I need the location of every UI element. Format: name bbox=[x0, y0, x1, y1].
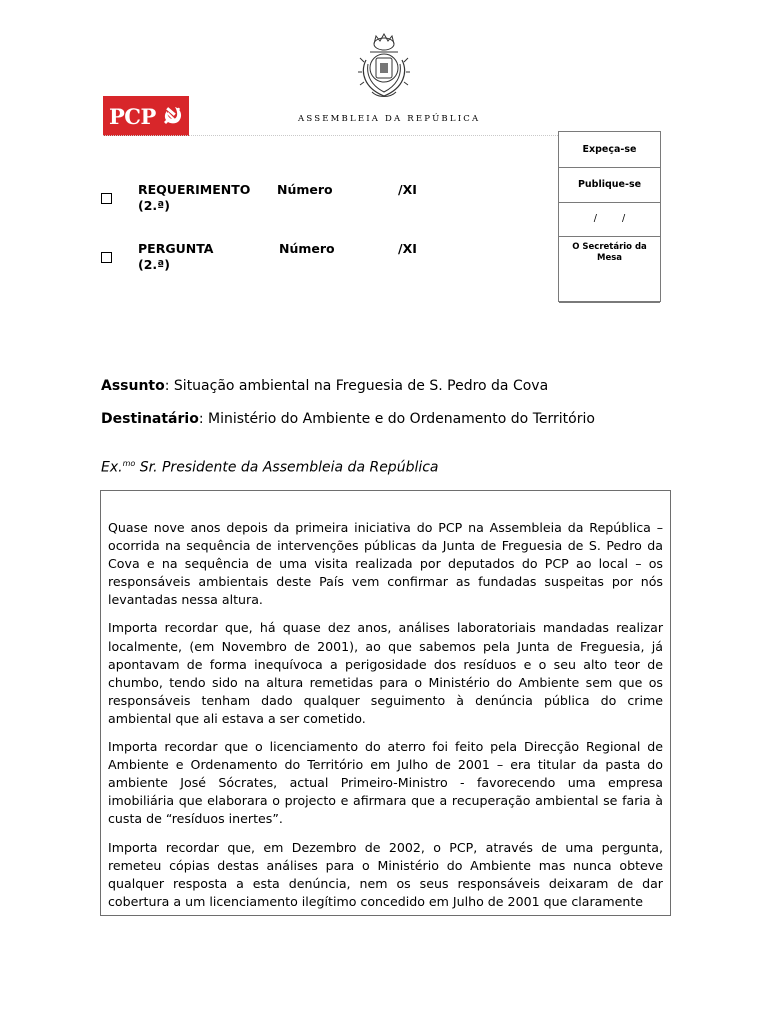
pergunta-edition: (2.ª) bbox=[138, 257, 170, 272]
request-body-text bbox=[108, 519, 663, 916]
header-divider bbox=[103, 135, 558, 136]
body-paragraph: Importa recordar que, há quase dez anos, análises laboratoriais mandadas realizar localmente, (em Novembro de 2001), ao que sabemos pela Junta de Freguesia, já apontavam de forma inequívoca a perigosidade dos resíduos e o seu alto teor de chumbo, tendo sido na altura remetidas para o Ministério do Ambiente sem que os responsáveis tenham dado qualquer seguimento à denúncia pública do crime ambiental que ali estava a ser cometido. bbox=[108, 620, 663, 726]
stamp-publique-label: Publique-se bbox=[577, 179, 642, 190]
requerimento-type: REQUERIMENTO bbox=[138, 182, 251, 197]
stamp-secretary-label: O Secretário da Mesa bbox=[572, 242, 647, 263]
body-paragraph: Importa recordar que o licenciamento do aterro foi feito pela Direcção Regional de Ambiente e Ordenamento do Território em Julho de 2001 – era titular da pasta do ambiente José Sócrates, actual Primeiro-Ministro - favorecendo uma empresa imobiliária que elaborara o projecto e afirmara que a recuperação ambiental se faria à custa de “resíduos inertes”. bbox=[108, 739, 663, 827]
subject-label: Assunto bbox=[101, 378, 165, 394]
recipient-value: : Ministério do Ambiente e do Ordenamento do Território bbox=[198, 411, 595, 427]
addressee-line bbox=[101, 459, 439, 476]
requerimento-number-label: Número bbox=[277, 182, 333, 197]
stamp-divider bbox=[559, 202, 660, 203]
requerimento-checkbox[interactable] bbox=[101, 193, 112, 204]
body-paragraph: Quase nove anos depois da primeira iniciativa do PCP na Assembleia da República – ocorrida na sequência de intervenções públicas da Junta de Freguesia de S. Pedro da Cova e na sequência de uma visita realizada por deputados do PCP ao local – os responsáveis ambientais deste País vem confirmar as fundadas suspeitas por nós levantadas nessa altura. bbox=[108, 520, 663, 608]
addressee-superscript: mo bbox=[122, 459, 136, 468]
addressee-text: Sr. Presidente da Assembleia da República bbox=[135, 459, 439, 476]
recipient-label: Destinatário bbox=[101, 411, 199, 427]
stamp-expeca-label: Expeça-se bbox=[582, 144, 637, 155]
request-body-box bbox=[100, 490, 671, 916]
requerimento-edition: (2.ª) bbox=[138, 198, 170, 213]
coat-of-arms-icon bbox=[356, 32, 412, 100]
pergunta-type: PERGUNTA bbox=[138, 241, 214, 256]
addressee-prefix: Ex. bbox=[101, 459, 123, 476]
stamp-date-line: / / bbox=[593, 213, 626, 224]
subject-line bbox=[101, 378, 548, 394]
subject-value: : Situação ambiental na Freguesia de S. Pedro da Cova bbox=[164, 378, 549, 394]
party-logo bbox=[103, 96, 189, 136]
requerimento-legislature: /XI bbox=[398, 182, 417, 197]
recipient-line bbox=[101, 411, 595, 427]
pergunta-number-label: Número bbox=[279, 241, 335, 256]
body-paragraph: Importa recordar que, em Dezembro de 2002, o PCP, através de uma pergunta, remeteu cópias destas análises para o Ministério do Ambiente mas nunca obteve qualquer resposta a esta denúncia, nem os seus responsáveis deixaram de dar cobertura a um licenciamento ilegítimo concedido em Julho de 2001 que claramente bbox=[108, 839, 663, 909]
party-logo-text: PCP bbox=[109, 103, 156, 129]
pergunta-legislature: /XI bbox=[398, 241, 417, 256]
hammer-sickle-icon bbox=[162, 105, 184, 127]
dispatch-stamp-box bbox=[558, 131, 661, 302]
stamp-cell-expeca bbox=[559, 132, 660, 168]
assembly-name: ASSEMBLEIA DA REPÚBLICA bbox=[298, 114, 481, 124]
pergunta-checkbox[interactable] bbox=[101, 252, 112, 263]
stamp-cell-secretary bbox=[559, 237, 660, 303]
stamp-cell-publique bbox=[559, 168, 660, 237]
